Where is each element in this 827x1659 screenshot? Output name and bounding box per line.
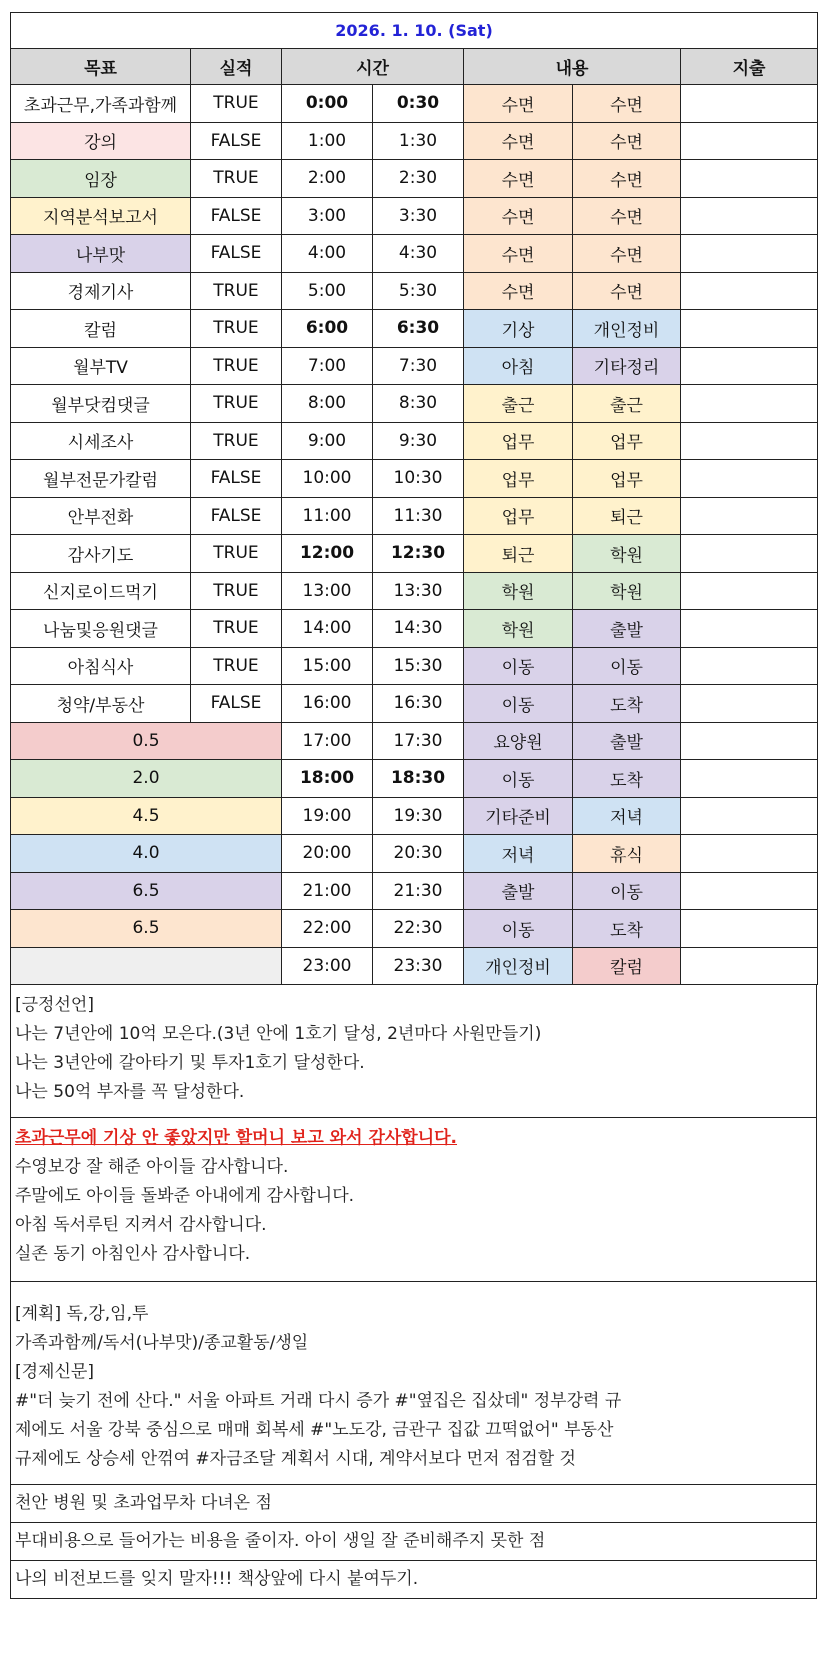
note-text: 천안 병원 및 초과업무차 다녀온 점 [15,1493,272,1513]
result-cell: FALSE [191,197,282,235]
goal-cell: 감사기도 [11,535,191,573]
expense-cell [681,610,818,648]
goal-cell: 나눔및응원댓글 [11,610,191,648]
expense-cell [681,422,818,460]
affirmation-section [10,985,817,1118]
schedule-row [11,385,818,423]
expense-cell [681,385,818,423]
expense-cell [681,947,818,985]
expense-cell [681,797,818,835]
time-start-cell: 1:00 [282,122,373,160]
expense-cell [681,835,818,873]
gratitude-line: 아침 독서루틴 지켜서 감사합니다. [15,1215,267,1235]
content-cell: 수면 [464,85,573,123]
plan-line: [경제신문] [15,1362,94,1382]
time-end-cell: 18:30 [373,760,464,798]
time-start-cell: 20:00 [282,835,373,873]
time-end-cell: 19:30 [373,797,464,835]
content-cell: 개인정비 [573,310,681,348]
header-result: 실적 [191,49,282,85]
expense-cell [681,722,818,760]
content-cell: 학원 [464,572,573,610]
gratitude-highlight: 초과근무에 기상 안 좋았지만 할머니 보고 와서 감사합니다. [15,1128,458,1148]
summary-row [11,910,818,948]
expense-cell [681,460,818,498]
time-start-cell: 13:00 [282,572,373,610]
time-end-cell: 22:30 [373,910,464,948]
content-cell: 수면 [573,197,681,235]
expense-cell [681,310,818,348]
daily-planner-sheet [10,12,817,1599]
schedule-row [11,310,818,348]
time-start-cell: 5:00 [282,272,373,310]
content-cell: 업무 [573,460,681,498]
content-cell: 수면 [464,122,573,160]
result-cell: TRUE [191,272,282,310]
content-cell: 학원 [464,610,573,648]
header-goal: 목표 [11,49,191,85]
expense-cell [681,910,818,948]
schedule-row [11,685,818,723]
expense-cell [681,272,818,310]
content-cell: 학원 [573,572,681,610]
goal-cell: 나부맛 [11,235,191,273]
result-cell: TRUE [191,85,282,123]
time-end-cell: 6:30 [373,310,464,348]
summary-value-cell: 4.5 [11,797,282,835]
result-cell: TRUE [191,310,282,348]
content-cell: 퇴근 [464,535,573,573]
expense-cell [681,235,818,273]
gratitude-line: 실존 동기 아침인사 감사합니다. [15,1244,251,1264]
schedule-row [11,272,818,310]
result-cell: TRUE [191,160,282,198]
time-start-cell: 23:00 [282,947,373,985]
result-cell: TRUE [191,422,282,460]
gratitude-line: 주말에도 아이들 돌봐준 아내에게 감사합니다. [15,1186,355,1206]
goal-cell: 칼럼 [11,310,191,348]
time-start-cell: 7:00 [282,347,373,385]
goal-cell: 월부전문가칼럼 [11,460,191,498]
time-end-cell: 8:30 [373,385,464,423]
content-cell: 수면 [573,122,681,160]
gratitude-line: 수영보강 잘 해준 아이들 감사합니다. [15,1157,289,1177]
content-cell: 이동 [464,647,573,685]
content-cell: 수면 [464,235,573,273]
time-start-cell: 10:00 [282,460,373,498]
goal-cell: 청약/부동산 [11,685,191,723]
goal-cell: 지역분석보고서 [11,197,191,235]
schedule-row [11,610,818,648]
plan-line: 규제에도 상승세 안꺾여 #자금조달 계획서 시대, 계약서보다 먼저 점검할 것 [15,1449,576,1469]
header-content: 내용 [464,49,681,85]
expense-cell [681,572,818,610]
time-end-cell: 3:30 [373,197,464,235]
goal-cell: 임장 [11,160,191,198]
plan-line: 제에도 서울 강북 중심으로 매매 회복세 #"노도강, 금관구 집값 끄떡없어" 부동산 [15,1420,614,1440]
result-cell: FALSE [191,235,282,273]
content-cell: 출발 [573,722,681,760]
affirmation-line: 나는 50억 부자를 꼭 달성한다. [15,1082,245,1102]
content-cell: 수면 [464,272,573,310]
note-text: 나의 비전보드를 잊지 말자!!! 책상앞에 다시 붙여두기. [15,1569,419,1589]
content-cell: 이동 [464,910,573,948]
summary-row [11,760,818,798]
time-end-cell: 1:30 [373,122,464,160]
content-cell: 이동 [573,647,681,685]
content-cell: 출근 [464,385,573,423]
content-cell: 수면 [573,85,681,123]
content-cell: 학원 [573,535,681,573]
goal-cell: 시세조사 [11,422,191,460]
plan-line: #"더 늦기 전에 산다." 서울 아파트 거래 다시 증가 #"옆집은 집샀데" 정부강력 규 [15,1391,622,1411]
content-cell: 수면 [573,235,681,273]
content-cell: 업무 [464,422,573,460]
time-start-cell: 2:00 [282,160,373,198]
time-start-cell: 8:00 [282,385,373,423]
goal-cell: 월부TV [11,347,191,385]
expense-cell [681,685,818,723]
time-end-cell: 16:30 [373,685,464,723]
note-block [10,1523,817,1561]
schedule-row [11,497,818,535]
header-expense: 지출 [681,49,818,85]
schedule-row [11,572,818,610]
summary-value-cell [11,947,282,985]
content-cell: 도착 [573,760,681,798]
schedule-row [11,85,818,123]
time-end-cell: 15:30 [373,647,464,685]
result-cell: TRUE [191,610,282,648]
content-cell: 수면 [464,160,573,198]
content-cell: 수면 [573,272,681,310]
schedule-row [11,460,818,498]
time-end-cell: 5:30 [373,272,464,310]
summary-row [11,835,818,873]
time-end-cell: 2:30 [373,160,464,198]
summary-row [11,947,818,985]
goal-cell: 월부닷컴댓글 [11,385,191,423]
content-cell: 업무 [464,460,573,498]
time-start-cell: 0:00 [282,85,373,123]
time-start-cell: 15:00 [282,647,373,685]
goal-cell: 아침식사 [11,647,191,685]
goal-cell: 경제기사 [11,272,191,310]
schedule-row [11,197,818,235]
expense-cell [681,647,818,685]
time-start-cell: 9:00 [282,422,373,460]
goal-cell: 강의 [11,122,191,160]
result-cell: TRUE [191,347,282,385]
expense-cell [681,347,818,385]
content-cell: 업무 [464,497,573,535]
time-end-cell: 9:30 [373,422,464,460]
gratitude-section [10,1118,817,1282]
time-end-cell: 11:30 [373,497,464,535]
result-cell: FALSE [191,685,282,723]
content-cell: 휴식 [573,835,681,873]
time-start-cell: 18:00 [282,760,373,798]
time-start-cell: 6:00 [282,310,373,348]
expense-cell [681,760,818,798]
time-start-cell: 17:00 [282,722,373,760]
content-cell: 수면 [464,197,573,235]
summary-value-cell: 2.0 [11,760,282,798]
result-cell: FALSE [191,460,282,498]
time-end-cell: 20:30 [373,835,464,873]
time-end-cell: 0:30 [373,85,464,123]
time-start-cell: 22:00 [282,910,373,948]
note-block [10,1485,817,1523]
expense-cell [681,872,818,910]
summary-row [11,722,818,760]
goal-cell: 초과근무,가족과함께 [11,85,191,123]
content-cell: 수면 [573,160,681,198]
time-start-cell: 4:00 [282,235,373,273]
content-cell: 기타정리 [573,347,681,385]
content-cell: 기타준비 [464,797,573,835]
content-cell: 도착 [573,910,681,948]
expense-cell [681,497,818,535]
time-start-cell: 14:00 [282,610,373,648]
affirmation-line: 나는 7년안에 10억 모은다.(3년 안에 1호기 달성, 2년마다 사원만들기) [15,1024,542,1044]
goal-cell: 안부전화 [11,497,191,535]
summary-value-cell: 6.5 [11,910,282,948]
time-start-cell: 11:00 [282,497,373,535]
result-cell: TRUE [191,535,282,573]
schedule-row [11,160,818,198]
result-cell: FALSE [191,122,282,160]
schedule-row [11,535,818,573]
content-cell: 이동 [464,760,573,798]
time-end-cell: 4:30 [373,235,464,273]
content-cell: 칼럼 [573,947,681,985]
content-cell: 저녁 [464,835,573,873]
time-end-cell: 12:30 [373,535,464,573]
content-cell: 저녁 [573,797,681,835]
goal-cell: 신지로이드먹기 [11,572,191,610]
time-end-cell: 23:30 [373,947,464,985]
plan-section [10,1282,817,1485]
content-cell: 출발 [573,610,681,648]
time-end-cell: 17:30 [373,722,464,760]
note-text: 부대비용으로 들어가는 비용을 줄이자. 아이 생일 잘 준비해주지 못한 점 [15,1531,546,1551]
schedule-row [11,122,818,160]
schedule-row [11,347,818,385]
result-cell: TRUE [191,572,282,610]
schedule-row [11,235,818,273]
expense-cell [681,197,818,235]
expense-cell [681,535,818,573]
content-cell: 도착 [573,685,681,723]
content-cell: 출발 [464,872,573,910]
expense-cell [681,85,818,123]
time-end-cell: 7:30 [373,347,464,385]
time-start-cell: 16:00 [282,685,373,723]
content-cell: 업무 [573,422,681,460]
note-block [10,1561,817,1599]
expense-cell [681,160,818,198]
header-time: 시간 [282,49,464,85]
date-title: 2026. 1. 10. (Sat) [11,13,818,49]
time-start-cell: 12:00 [282,535,373,573]
time-end-cell: 14:30 [373,610,464,648]
time-start-cell: 19:00 [282,797,373,835]
schedule-row [11,647,818,685]
result-cell: FALSE [191,497,282,535]
plan-line: 가족과함께/독서(나부맛)/종교활동/생일 [15,1333,309,1353]
time-end-cell: 10:30 [373,460,464,498]
time-start-cell: 21:00 [282,872,373,910]
plan-line: [계획] 독,강,임,투 [15,1304,149,1324]
time-end-cell: 21:30 [373,872,464,910]
time-end-cell: 13:30 [373,572,464,610]
content-cell: 퇴근 [573,497,681,535]
summary-row [11,872,818,910]
affirmation-title: [긍정선언] [15,995,94,1015]
summary-value-cell: 4.0 [11,835,282,873]
summary-value-cell: 0.5 [11,722,282,760]
summary-value-cell: 6.5 [11,872,282,910]
content-cell: 기상 [464,310,573,348]
content-cell: 개인정비 [464,947,573,985]
affirmation-line: 나는 3년안에 갈아타기 및 투자1호기 달성한다. [15,1053,365,1073]
result-cell: TRUE [191,647,282,685]
content-cell: 이동 [464,685,573,723]
content-cell: 이동 [573,872,681,910]
time-start-cell: 3:00 [282,197,373,235]
content-cell: 요양원 [464,722,573,760]
content-cell: 아침 [464,347,573,385]
result-cell: TRUE [191,385,282,423]
expense-cell [681,122,818,160]
schedule-row [11,422,818,460]
summary-row [11,797,818,835]
content-cell: 출근 [573,385,681,423]
schedule-table [10,12,818,985]
